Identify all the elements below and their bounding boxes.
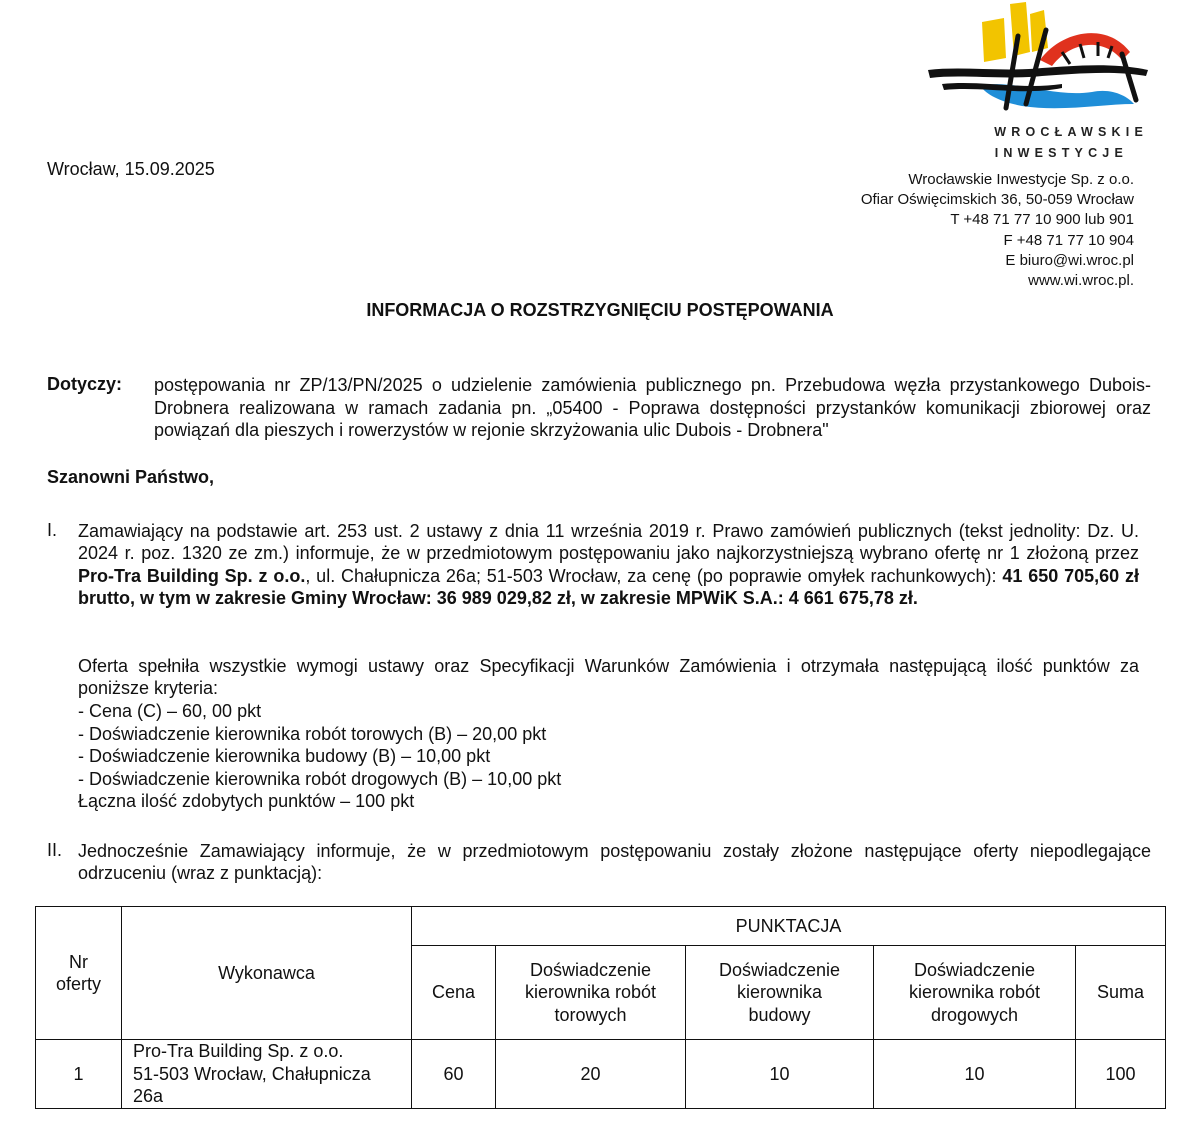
subject-text: postępowania nr ZP/13/PN/2025 o udzielenie zamówienia publicznego pn. Przebudowa węzła przystankowego Dubois-Drobnera realizowana w ramach zadania pn. „05400 - Poprawa dostępności przystanków komunikacji zbiorowej oraz powiązań dla pieszych i rowerzystów w rejonie skrzyżowania ulic Dubois - Drobnera" [154,375,1151,440]
section-2-paragraph: Jednocześnie Zamawiający informuje, że w przedmiotowym postępowaniu zostały złożone następujące oferty niepodlegające odrzuceniu (wraz z punktacją): [78,841,1151,884]
section-1-paragraph [78,520,1139,610]
section-2-numeral: II. [47,840,63,860]
cell-sum: 100 [1076,1040,1166,1109]
header-site-manager: Doświadczenie kierownika budowy [686,946,874,1040]
sender-email: E biuro@wi.wroc.pl [1005,251,1134,269]
sender-www: www.wi.wroc.pl. [1028,272,1134,290]
criteria-item: - Doświadczenie kierownika budowy (B) – 10,00 pkt [78,746,491,766]
cell-road-manager: 10 [874,1040,1076,1109]
sender-address: Ofiar Oświęcimskich 36, 50-059 Wrocław [860,191,1134,209]
header-road-manager: Doświadczenie kierownika robót drogowych [874,946,1076,1040]
logo-text-line1: WROCŁAWSKIE [994,125,1148,139]
place-date: Wrocław, 15.09.2025 [47,159,215,179]
cell-site-manager: 10 [686,1040,874,1109]
header-track-manager: Doświadczenie kierownika robót torowych [496,946,686,1040]
contractor-address: 51-503 Wrocław, Chałupnicza 26a [133,1063,371,1107]
cell-contractor [122,1040,412,1109]
section-1-text-b: , ul. Chałupnicza 26a; 51-503 Wrocław, za cenę (po poprawie omyłek rachunkowych): [305,565,1003,586]
header-sum: Suma [1076,946,1166,1040]
cell-price: 60 [412,1040,496,1109]
criteria-item: - Cena (C) – 60, 00 pkt [78,701,262,721]
sender-fax: F +48 71 77 10 904 [1003,231,1134,249]
table-row [36,1040,1166,1109]
sender-block [861,170,1134,291]
criteria-item: - Doświadczenie kierownika robót torowych (B) – 20,00 pkt [78,724,547,744]
wroclawskie-inwestycje-logo [922,0,1157,118]
header-price: Cena [412,946,496,1040]
header-offer-number: Nr oferty [36,907,122,1040]
document-title: INFORMACJA O ROZSTRZYGNIĘCIU POSTĘPOWANIA [366,300,834,320]
greeting: Szanowni Państwo, [47,467,215,487]
offers-table [35,906,1166,1109]
sender-phone: T +48 71 77 10 900 lub 901 [950,211,1134,229]
contractor-name: Pro-Tra Building Sp. z o.o. [133,1041,344,1062]
winning-price: 41 650 705,60 zł brutto, w tym w zakresie Gminy Wrocław: 36 989 029,82 zł, w zakresie MPWiK S.A.: 4 661 675,78 zł. [78,565,1139,609]
criteria-intro: Oferta spełniła wszystkie wymogi ustawy oraz Specyfikacji Warunków Zamówienia i otrzymała następującą ilość punktów za poniższe kryteria: [78,656,1139,699]
table-header-row [36,907,1166,946]
logo-red-arch [1040,33,1130,66]
winning-company: Pro-Tra Building Sp. z o.o. [78,565,306,586]
cell-track-manager: 20 [496,1040,686,1109]
logo-text-line2: INWESTYCJE [994,146,1128,160]
section-1-numeral: I. [47,520,58,540]
subject-label: Dotyczy: [47,374,123,394]
section-1-text-a: Zamawiający na podstawie art. 253 ust. 2 ustawy z dnia 11 września 2019 r. Prawo zamówień publicznych (tekst jednolity: Dz. U. 2024 r. poz. 1320 ze zm.) informuje, że w przedmiotowym postępowaniu jako najkorzystniejszą wybrano ofertę nr 1 złożoną przez [78,521,1139,564]
criteria-total: Łączna ilość zdobytych punktów – 100 pkt [78,791,415,811]
cell-offer-number: 1 [36,1040,122,1109]
header-contractor: Wykonawca [122,907,412,1040]
sender-company: Wrocławskie Inwestycje Sp. z o.o. [908,171,1134,188]
criteria-item: - Doświadczenie kierownika robót drogowych (B) – 10,00 pkt [78,769,562,789]
header-scoring: PUNKTACJA [412,907,1166,946]
